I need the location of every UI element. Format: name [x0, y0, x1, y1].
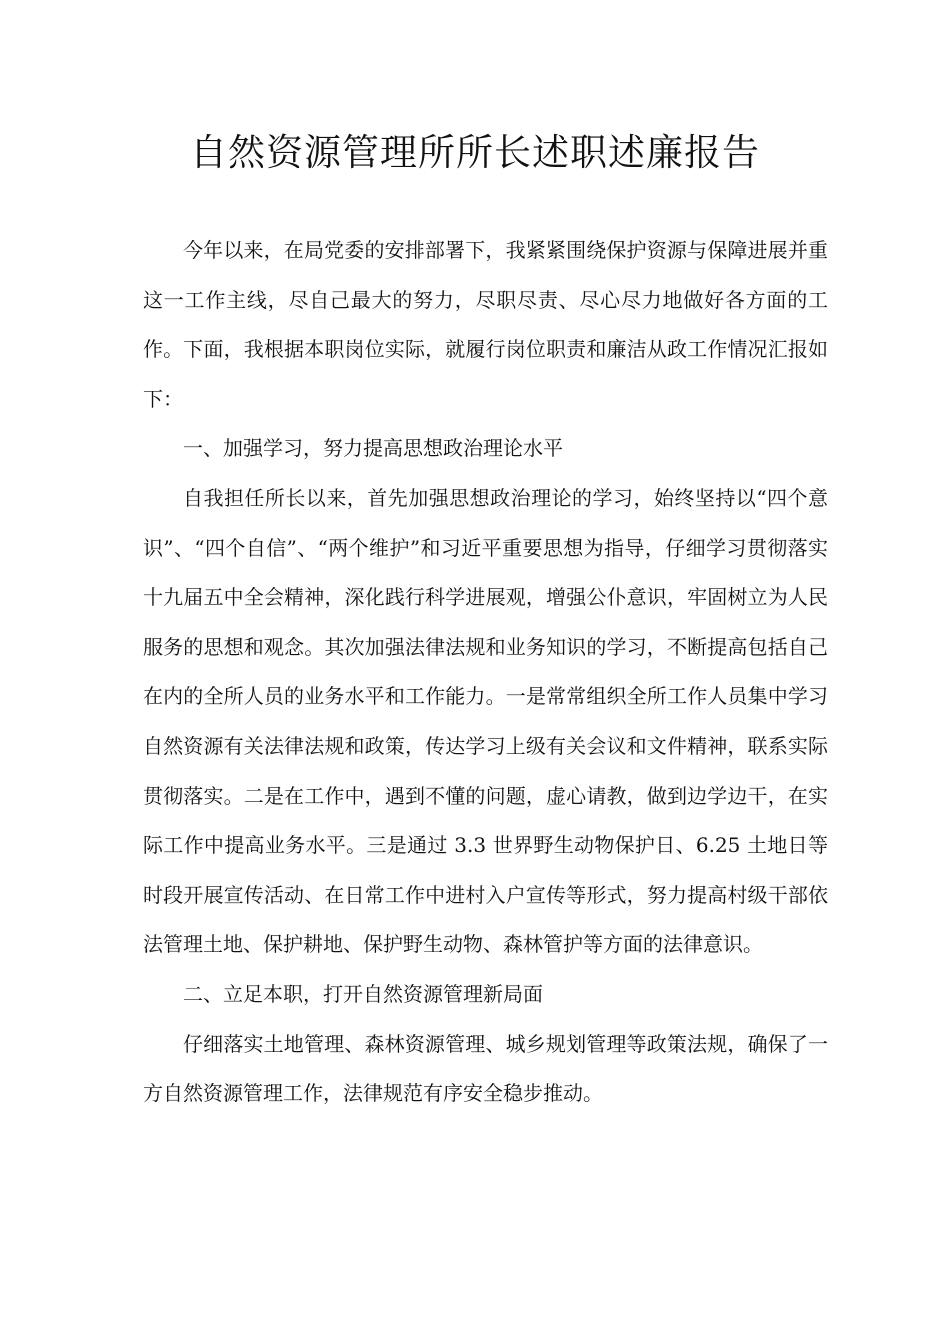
paragraph-intro: 今年以来，在局党委的安排部署下，我紧紧围绕保护资源与保障进展并重这一工作主线，尽自己最大的努力，尽职尽责、尽心尽力地做好各方面的工作。下面，我根据本职岗位实际，就履行岗位职责和廉洁从政工作情况汇报如下：: [143, 238, 828, 411]
document-body: [143, 226, 828, 1119]
section-heading-1: 一、加强学习，努力提高思想政治理论水平: [183, 436, 563, 461]
paragraph-section-2: 仔细落实土地管理、森林资源管理、城乡规划管理等政策法规，确保了一方自然资源管理工作，法律规范有序安全稳步推动。: [143, 1031, 828, 1106]
paragraph-section-1: 自我担任所长以来，首先加强思想政治理论的学习，始终坚持以“四个意识”、“四个自信”、“两个维护”和习近平重要思想为指导，仔细学习贯彻落实十九届五中全会精神，深化践行科学进展观，增强公仆意识，牢固树立为人民服务的思想和观念。其次加强法律法规和业务知识的学习，不断提高包括自己在内的全所人员的业务水平和工作能力。一是常常组织全所工作人员集中学习自然资源有关法律法规和政策，传达学习上级有关会议和文件精神，联系实际贯彻落实。二是在工作中，遇到不懂的问题，虚心请教，做到边学边干，在实际工作中提高业务水平。三是通过 3.3 世界野生动物保护日、6.25 土地日等时段开展宣传活动、在日常工作中进村入户宣传等形式，努力提高村级干部依法管理土地、保护耕地、保护野生动物、森林管护等方面的法律意识。: [143, 485, 828, 957]
section-heading-2: 二、立足本职，打开自然资源管理新局面: [183, 981, 543, 1006]
document-title: 自然资源管理所所长述职述廉报告: [190, 131, 760, 174]
